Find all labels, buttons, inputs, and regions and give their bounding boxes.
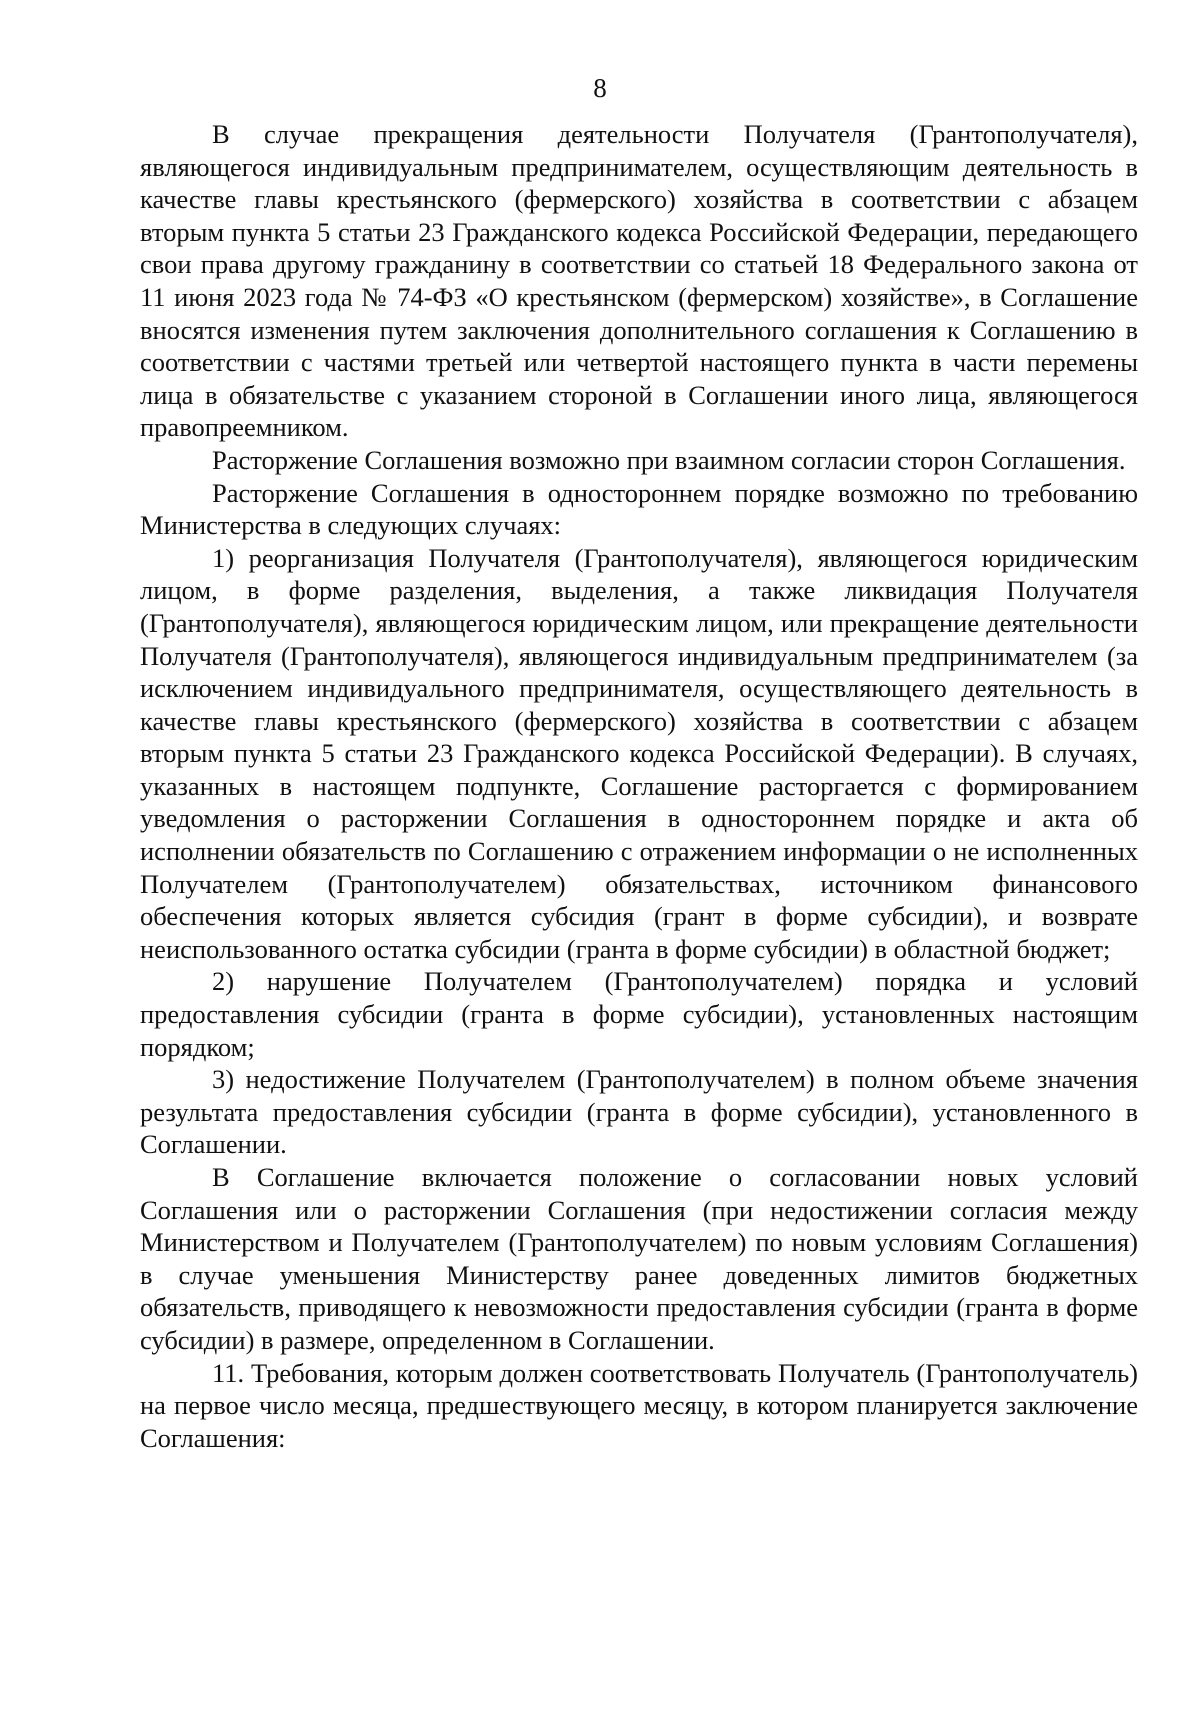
paragraph-mutual-termination: Расторжение Соглашения возможно при взаимном согласии сторон Соглашения. — [212, 444, 1126, 475]
list-item-non-achievement: 3) недостижение Получателем (Грантополучателем) в полном объеме значения результата предоставления субсидии (гранта в форме субсидии), установленного в Соглашении. — [140, 1064, 1138, 1160]
paragraph-succession: В случае прекращения деятельности Получателя (Грантополучателя), являющегося индивидуальным предпринимателем, осуществляющим деятельность в качестве главы крестьянского (фермерского) хозяйства в соответствии с абзацем вторым пункта 5 статьи 23 Гражданского кодекса Российской Федерации, передающего свои права другому гражданину в соответствии со статьей 18 Федерального закона от 11 июня 2023 года № 74-ФЗ «О крестьянском (фермерском) хозяйстве», в Соглашение вносятся изменения путем заключения дополнительного соглашения к Соглашению в соответствии с частями третьей или четвертой настоящего пункта в части перемены лица в обязательстве с указанием стороной в Соглашении иного лица, являющегося правопреемником. — [140, 119, 1138, 443]
list-item-reorganization: 1) реорганизация Получателя (Грантополучателя), являющегося юридическим лицом, в форме разделения, выделения, а также ликвидация Получателя (Грантополучателя), являющегося юридическим лицом, или прекращение деятельности Получателя (Грантополучателя), являющегося индивидуальным предпринимателем (за исключением индивидуального предпринимателя, осуществляющего деятельность в качестве главы крестьянского (фермерского) хозяйства в соответствии с абзацем вторым пункта 5 статьи 23 Гражданского кодекса Российской Федерации). В случаях, указанных в настоящем подпункте, Соглашение расторгается с формированием уведомления о расторжении Соглашения в одностороннем порядке и акта об исполнении обязательств по Соглашению с отражением информации о не исполненных Получателем (Грантополучателем) обязательствах, источником финансового обеспечения которых является субсидия (грант в форме субсидии), и возврате неиспользованного остатка субсидии (гранта в форме субсидии) в областной бюджет; — [140, 542, 1138, 964]
document-body — [140, 118, 1138, 1454]
paragraph-unilateral-termination: Расторжение Соглашения в одностороннем порядке возможно по требованию Министерства в следующих случаях: — [140, 477, 1138, 541]
section-11-heading: 11. Требования, которым должен соответствовать Получатель (Грантополучатель) на первое число месяца, предшествующего месяцу, в котором планируется заключение Соглашения: — [140, 1357, 1138, 1453]
paragraph-new-conditions: В Соглашение включается положение о согласовании новых условий Соглашения или о расторжении Соглашения (при недостижении согласия между Министерством и Получателем (Грантополучателем) по новым условиям Соглашения) в случае уменьшения Министерству ранее доведенных лимитов бюджетных обязательств, приводящего к невозможности предоставления субсидии (гранта в форме субсидии) в размере, определенном в Соглашении. — [140, 1162, 1138, 1355]
page-number: 8 — [593, 73, 607, 103]
list-item-violation: 2) нарушение Получателем (Грантополучателем) порядка и условий предоставления субсидии (гранта в форме субсидии), установленных настоящим порядком; — [140, 966, 1138, 1062]
